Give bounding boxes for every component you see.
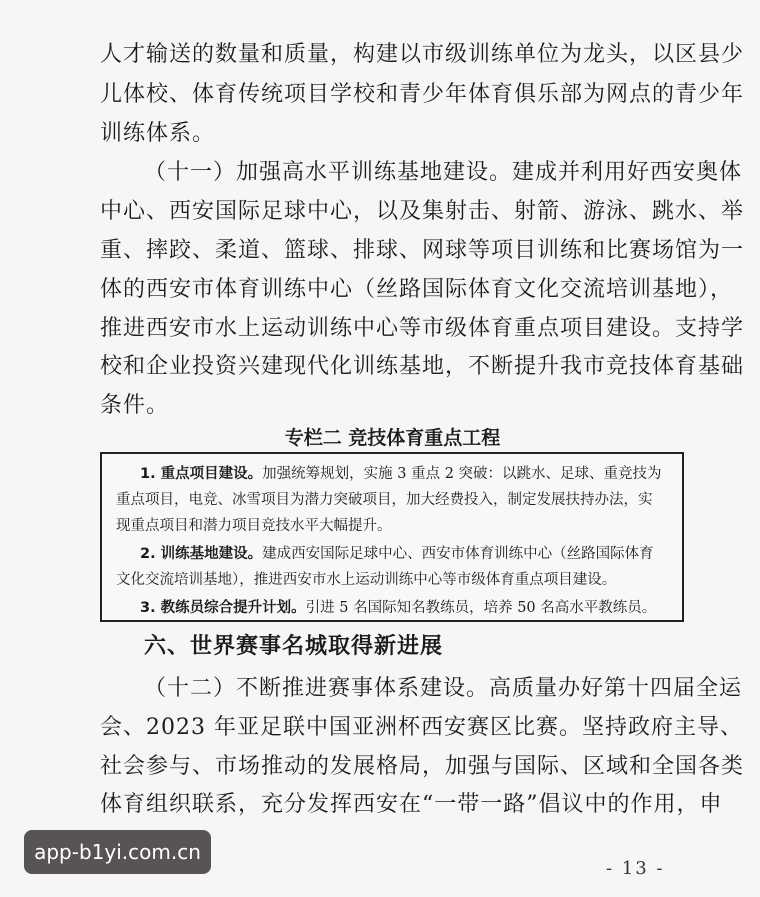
section-11-line: 推进西安市水上运动训练中心等市级体育重点项目建设。支持学	[100, 316, 745, 341]
box-item-1-head: 1. 重点项目建设。	[140, 466, 263, 482]
section-12-line: 体育组织联系，充分发挥西安在“一带一路”倡议中的作用，申	[100, 792, 723, 817]
watermark-badge: app-b1yi.com.cn	[24, 830, 211, 874]
box-item-2-line: 文化交流培训基地），推进西安市水上运动训练中心等市级体育重点项目建设。	[116, 572, 617, 588]
section-11-line: 重、摔跤、柔道、篮球、排球、网球等项目训练和比赛场馆为一	[100, 238, 745, 263]
section-11-line: 校和企业投资兴建现代化训练基地，不断提升我市竞技体育基础	[100, 354, 745, 379]
section-11-line: 条件。	[100, 393, 170, 418]
section-12-line: 会、2023 年亚足联中国亚洲杯西安赛区比赛。坚持政府主导、	[100, 715, 743, 740]
section-12-line: 社会参与、市场推动的发展格局，加强与国际、区域和全国各类	[100, 754, 745, 779]
body-line: 儿体校、体育传统项目学校和青少年体育俱乐部为网点的青少年	[100, 82, 745, 107]
column-box-title: 专栏二 竞技体育重点工程	[284, 427, 501, 449]
box-item-2-head: 2. 训练基地建设。	[140, 546, 263, 562]
box-item-2-line	[140, 544, 674, 564]
page-number: - 13 -	[606, 858, 665, 879]
box-item-1-line: 重点项目，电竞、冰雪项目为潜力突破项目，加大经费投入，制定发展扶持办法，实	[116, 492, 653, 508]
section-heading-6: 六、世界赛事名城取得新进展	[144, 634, 444, 659]
section-11-line: 体的西安市体育训练中心（丝路国际体育文化交流培训基地），	[100, 277, 734, 302]
box-item-3-text: 引进 5 名国际知名教练员，培养 50 名高水平教练员。	[305, 600, 657, 616]
box-item-3-head: 3. 教练员综合提升计划。	[140, 600, 306, 616]
section-11-line: （十一）加强高水平训练基地建设。建成并利用好西安奥体	[144, 160, 743, 185]
column-box	[100, 452, 684, 622]
box-item-2-text: 建成西安国际足球中心、西安市体育训练中心（丝路国际体育	[262, 546, 654, 562]
section-11-line: 中心、西安国际足球中心，以及集射击、射箭、游泳、跳水、举	[100, 199, 745, 224]
box-item-1-line: 现重点项目和潜力项目竞技水平大幅提升。	[116, 518, 392, 534]
box-item-1-line	[140, 464, 674, 484]
box-item-3-line	[140, 598, 674, 618]
section-12-line: （十二）不断推进赛事体系建设。高质量办好第十四届全运	[144, 676, 743, 701]
box-item-1-text: 加强统筹规划，实施 3 重点 2 突破：以跳水、足球、重竞技为	[262, 466, 662, 482]
body-line: 人才输送的数量和质量，构建以市级训练单位为龙头，以区县少	[100, 42, 745, 67]
body-line: 训练体系。	[100, 121, 216, 146]
